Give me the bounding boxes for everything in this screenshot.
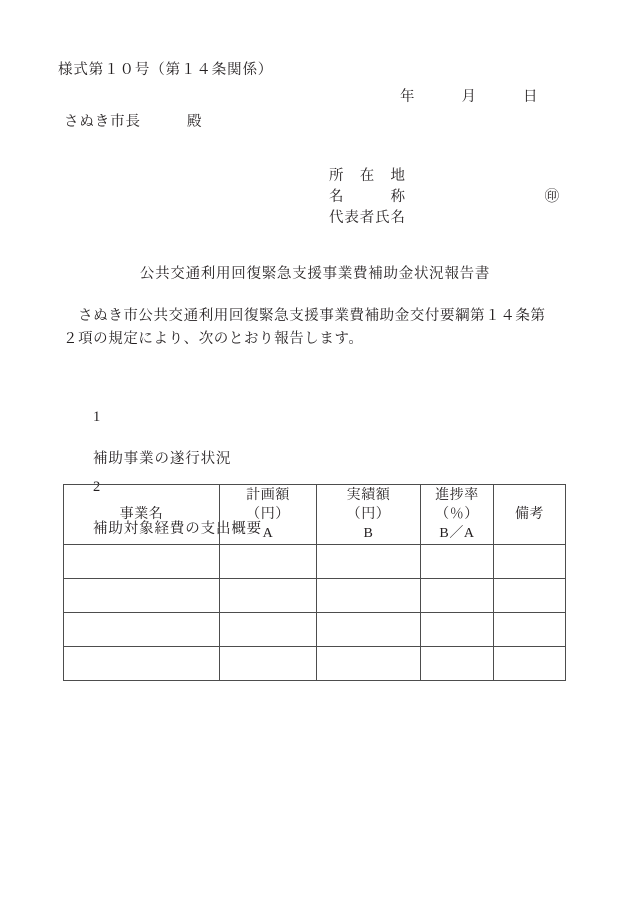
cell-remarks[interactable]	[494, 579, 566, 613]
cell-project-name[interactable]	[64, 647, 220, 681]
applicant-name-label: 名 称	[328, 189, 406, 205]
expense-summary-table	[63, 484, 566, 681]
table-header-planned-amount	[220, 485, 317, 545]
body-paragraph	[63, 305, 569, 351]
header-rate-line1: 進捗率	[435, 488, 479, 503]
section-2-number: 2	[92, 479, 102, 495]
table-header-project-name	[64, 485, 220, 545]
table-row	[64, 579, 566, 613]
applicant-representative-row	[302, 187, 560, 226]
applicant-block	[302, 145, 560, 226]
cell-actual-amount[interactable]	[317, 613, 421, 647]
table-row	[64, 647, 566, 681]
applicant-address-row	[302, 145, 560, 184]
cell-progress-rate[interactable]	[421, 579, 494, 613]
table-row	[64, 545, 566, 579]
applicant-address-label: 所 在 地	[328, 168, 406, 184]
cell-progress-rate[interactable]	[421, 545, 494, 579]
cell-planned-amount[interactable]	[220, 613, 317, 647]
cell-progress-rate[interactable]	[421, 647, 494, 681]
header-actual-line1: 実績額	[346, 488, 391, 503]
section-1-number: 1	[92, 409, 102, 425]
cell-planned-amount[interactable]	[220, 579, 317, 613]
cell-planned-amount[interactable]	[220, 647, 317, 681]
table-header-progress-rate	[421, 485, 494, 545]
form-number: 様式第１０号（第１４条関係）	[58, 62, 274, 78]
body-line-2: ２項の規定により、次のとおり報告します。	[63, 331, 364, 347]
table-header-actual-amount	[317, 485, 421, 545]
section-1-label: 補助事業の遂行状況	[92, 451, 232, 467]
cell-project-name[interactable]	[64, 545, 220, 579]
cell-actual-amount[interactable]	[317, 579, 421, 613]
date-line: 年 月 日	[400, 89, 539, 105]
applicant-name-row	[302, 166, 560, 205]
document-title: 公共交通利用回復緊急支援事業費補助金状況報告書	[139, 266, 491, 282]
cell-remarks[interactable]	[494, 647, 566, 681]
table-header-row	[64, 485, 566, 545]
header-rate-line3: B／A	[439, 526, 475, 541]
cell-actual-amount[interactable]	[317, 647, 421, 681]
seal-icon: ㊞	[544, 189, 560, 205]
header-project-name-line1: 事業名	[119, 507, 164, 522]
table-header-remarks	[494, 485, 566, 545]
cell-progress-rate[interactable]	[421, 613, 494, 647]
cell-remarks[interactable]	[494, 613, 566, 647]
applicant-representative-label: 代表者氏名	[328, 210, 406, 226]
header-rate-line2: （％）	[435, 507, 479, 522]
cell-actual-amount[interactable]	[317, 545, 421, 579]
table-row	[64, 613, 566, 647]
cell-project-name[interactable]	[64, 579, 220, 613]
header-actual-line3: B	[363, 526, 374, 541]
header-remarks-line1: 備考	[514, 507, 545, 522]
header-planned-line1: 計画額	[246, 488, 290, 503]
header-actual-line2: （円）	[346, 507, 391, 522]
section-2-label: 補助対象経費の支出概要	[92, 521, 263, 537]
cell-planned-amount[interactable]	[220, 545, 317, 579]
header-planned-line2: （円）	[246, 507, 290, 522]
header-planned-line3: A	[262, 526, 274, 541]
cell-remarks[interactable]	[494, 545, 566, 579]
cell-project-name[interactable]	[64, 613, 220, 647]
body-line-1: さぬき市公共交通利用回復緊急支援事業費補助金交付要綱第１４条第	[63, 308, 546, 324]
addressee-line: さぬき市長 殿	[64, 114, 203, 130]
